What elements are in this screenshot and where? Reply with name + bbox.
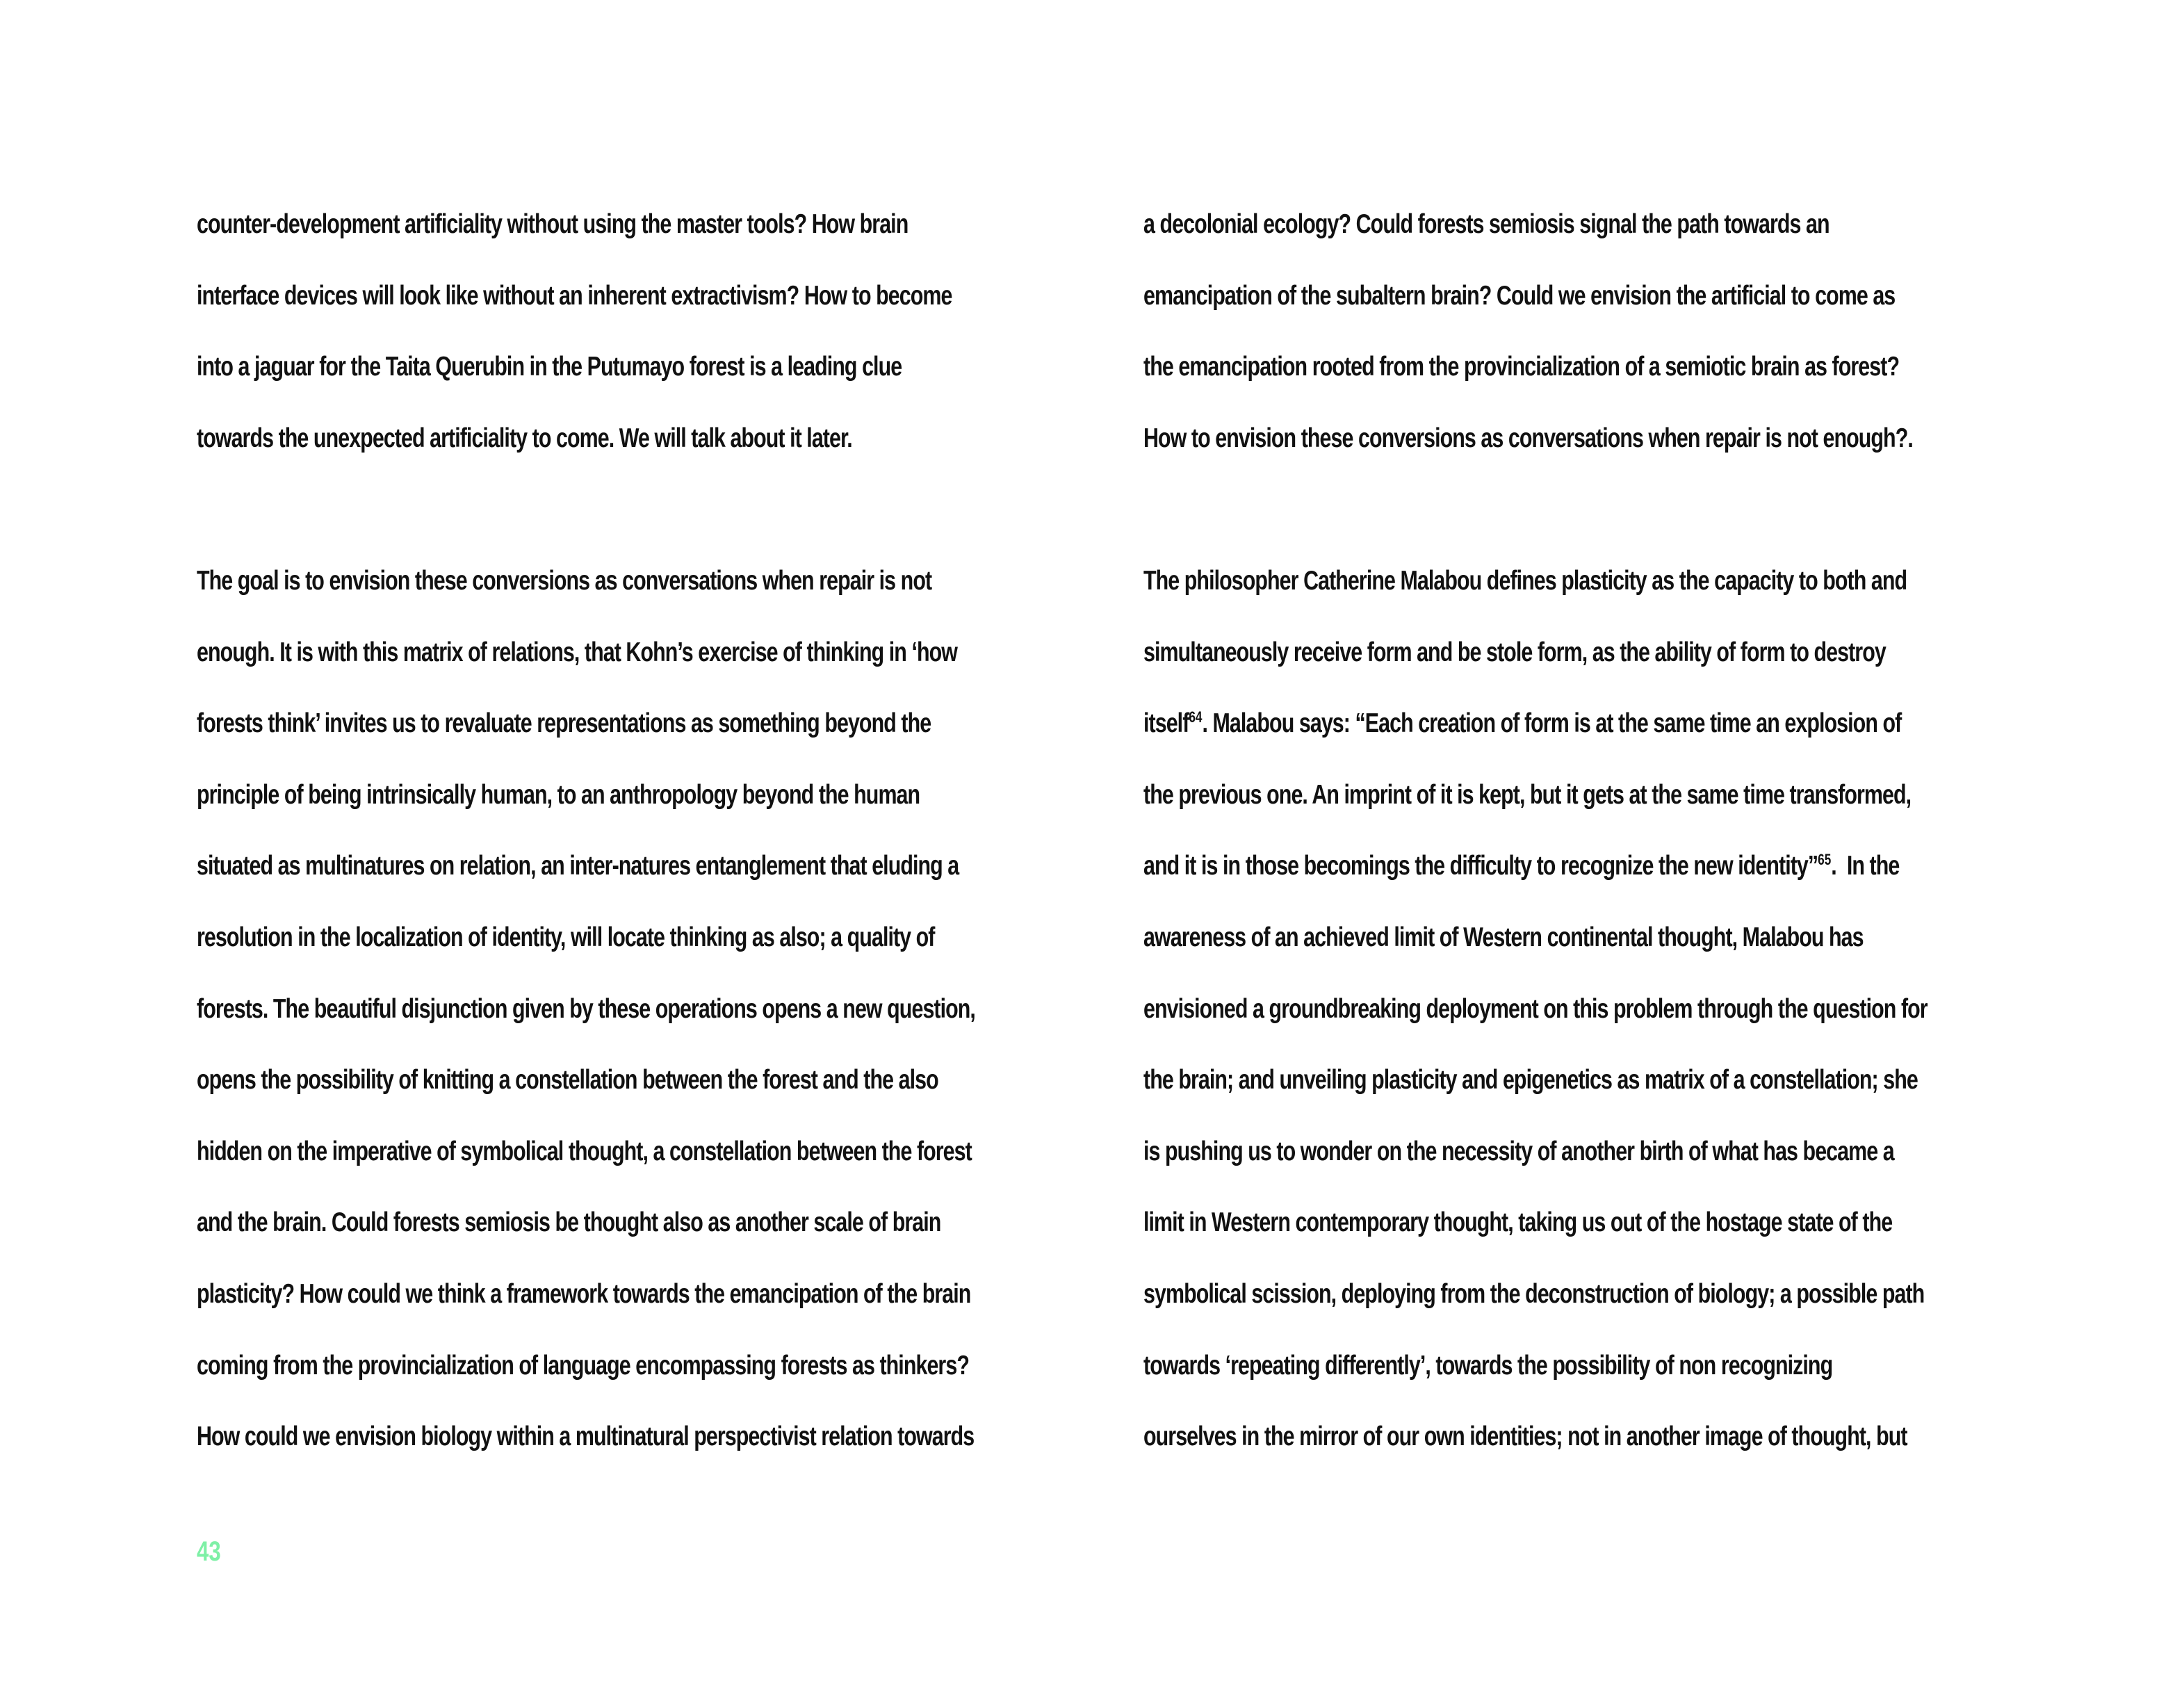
text-line: awareness of an achieved limit of Western continental thought, Malabou has xyxy=(1143,922,1864,952)
right-column xyxy=(1143,189,2022,1473)
text-line: interface devices will look like without an inherent extractivism? How to become xyxy=(197,280,952,311)
text-line: opens the possibility of knitting a constellation between the forest and the also xyxy=(197,1065,938,1096)
footnote-marker[interactable]: 65 xyxy=(1818,851,1832,869)
left-column xyxy=(197,189,1053,1473)
text-line-with-footnote xyxy=(1143,831,2022,902)
text-line: the brain; and unveiling plasticity and epigenetics as matrix of a constellation; she xyxy=(1143,1065,1918,1096)
text-line: ourselves in the mirror of our own identities; not in another image of thought, but xyxy=(1143,1422,1907,1452)
text-line: limit in Western contemporary thought, taking us out of the hostage state of the xyxy=(1143,1207,1893,1238)
text-line: How could we envision biology within a multinatural perspectivist relation towards xyxy=(197,1422,975,1452)
text-line-with-footnote xyxy=(1143,688,2022,760)
paragraph-gap xyxy=(1143,474,2022,546)
text-line: principle of being intrinsically human, to an anthropology beyond the human xyxy=(197,779,920,810)
text-segment: . In the xyxy=(1831,851,1900,881)
text-line: plasticity? How could we think a framework towards the emancipation of the brain xyxy=(197,1278,971,1309)
text-line: How to envision these conversions as conversations when repair is not enough?. xyxy=(1143,423,1913,453)
page-number: 43 xyxy=(197,1536,221,1567)
text-line: forests think’ invites us to revaluate representations as something beyond the xyxy=(197,708,931,739)
footnote-marker[interactable]: 64 xyxy=(1189,708,1203,726)
text-line: into a jaguar for the Taita Querubin in the Putumayo forest is a leading clue xyxy=(197,352,902,382)
text-line: hidden on the imperative of symbolical thought, a constellation between the forest xyxy=(197,1136,972,1166)
right-paragraph-1 xyxy=(1143,189,2022,474)
text-line: symbolical scission, deploying from the deconstruction of biology; a possible path xyxy=(1143,1278,1925,1309)
text-line: emancipation of the subaltern brain? Could we envision the artificial to come as xyxy=(1143,280,1896,311)
text-segment: itself xyxy=(1143,708,1189,739)
text-line: coming from the provincialization of language encompassing forests as thinkers? xyxy=(197,1350,969,1381)
text-line: towards ‘repeating differently’, towards the possibility of non recognizing xyxy=(1143,1350,1833,1381)
text-line: the emancipation rooted from the provincialization of a semiotic brain as forest? xyxy=(1143,352,1900,382)
text-line: a decolonial ecology? Could forests semiosis signal the path towards an xyxy=(1143,209,1829,239)
text-line: simultaneously receive form and be stole form, as the ability of form to destroy xyxy=(1143,637,1886,667)
paragraph-gap xyxy=(197,474,1053,546)
text-line: towards the unexpected artificiality to come. We will talk about it later. xyxy=(197,423,852,453)
text-line: envisioned a groundbreaking deployment on this problem through the question for xyxy=(1143,993,1928,1024)
left-paragraph-2 xyxy=(197,546,1053,1473)
text-line: the previous one. An imprint of it is kept, but it gets at the same time transformed, xyxy=(1143,779,1912,810)
text-line: counter-development artificiality without using the master tools? How brain xyxy=(197,209,908,239)
text-line: and the brain. Could forests semiosis be thought also as another scale of brain xyxy=(197,1207,941,1238)
left-paragraph-1 xyxy=(197,189,1053,474)
text-segment: and it is in those becomings the difficulty to recognize the new identity” xyxy=(1143,851,1818,881)
text-line: forests. The beautiful disjunction given by these operations opens a new question, xyxy=(197,993,975,1024)
text-line: The goal is to envision these conversions as conversations when repair is not xyxy=(197,565,932,596)
text-line: resolution in the localization of identity, will locate thinking as also; a quality of xyxy=(197,922,935,952)
text-line: The philosopher Catherine Malabou defines plasticity as the capacity to both and xyxy=(1143,565,1907,596)
text-line: enough. It is with this matrix of relations, that Kohn’s exercise of thinking in ‘how xyxy=(197,637,957,667)
right-paragraph-2 xyxy=(1143,546,2022,1473)
text-line: situated as multinatures on relation, an inter-natures entanglement that eluding a xyxy=(197,851,959,881)
text-line: is pushing us to wonder on the necessity of another birth of what has became a xyxy=(1143,1136,1894,1166)
text-segment: . Malabou says: “Each creation of form is at the same time an explosion of xyxy=(1202,708,1902,739)
